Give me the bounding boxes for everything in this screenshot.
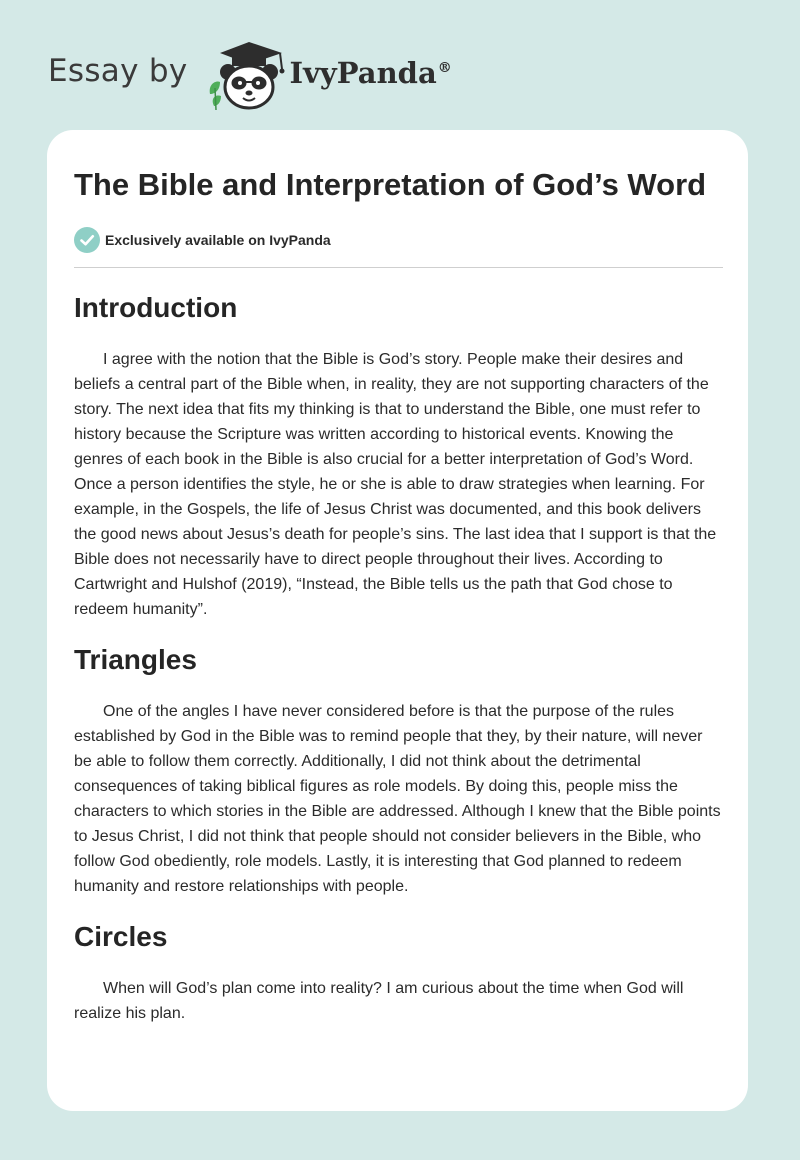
section-introduction — [74, 291, 723, 622]
check-circle-icon — [74, 227, 100, 253]
registered-mark: ® — [437, 60, 452, 77]
brand-prefix: Essay by — [48, 53, 188, 89]
exclusive-badge — [74, 226, 723, 254]
title-divider — [74, 267, 723, 268]
site-header — [48, 36, 452, 112]
paragraph: I agree with the notion that the Bible is God’s story. People make their desires and beliefs a central part of the Bible when, in reality, they are not supporting characters of the story. The next idea that fits my thinking is that to understand the Bible, one must refer to history because the Scripture was written according to historical events. Knowing the genres of each book in the Bible is also crucial for a better interpretation of God’s Word. Once a person identifies the style, he or she is able to draw strategies when learning. For example, in the Gospels, the life of Jesus Christ was documented, and this book delivers the good news about Jesus’s death for people’s sins. The last idea that I support is that the Bible does not necessarily have to direct people throughout their lives. According to Cartwright and Hulshof (2019), “Instead, the Bible tells us the path that God chose to redeem humanity”. — [74, 351, 717, 618]
section-circles — [74, 920, 723, 1026]
essay-content — [74, 164, 723, 1026]
essay-card — [47, 130, 748, 1111]
section-triangles — [74, 643, 723, 899]
paragraph: One of the angles I have never considered before is that the purpose of the rules established by God in the Bible was to remind people that they, by their nature, will never be able to follow them correctly. Additionally, I did not think about the detrimental consequences of taking biblical figures as role models. By doing this, people miss the characters to which stories in the Bible are addressed. Although I knew that the Bible points to Jesus Christ, I did not think that people should not consider believers in the Bible, who follow God obediently, role models. Lastly, it is interesting that God planned to redeem humanity and restore relationships with people. — [74, 703, 721, 895]
exclusive-badge-label: Exclusively available on IvyPanda — [105, 232, 331, 248]
panda-logo-icon[interactable] — [202, 36, 292, 112]
paragraph: When will God’s plan come into reality? I am curious about the time when God will realize his plan. — [74, 980, 684, 1022]
section-heading: Introduction — [74, 292, 238, 323]
section-heading: Circles — [74, 921, 168, 952]
brand-name: IvyPanda® — [289, 56, 452, 90]
essay-title: The Bible and Interpretation of God’s Word — [74, 167, 707, 202]
section-heading: Triangles — [74, 644, 197, 675]
